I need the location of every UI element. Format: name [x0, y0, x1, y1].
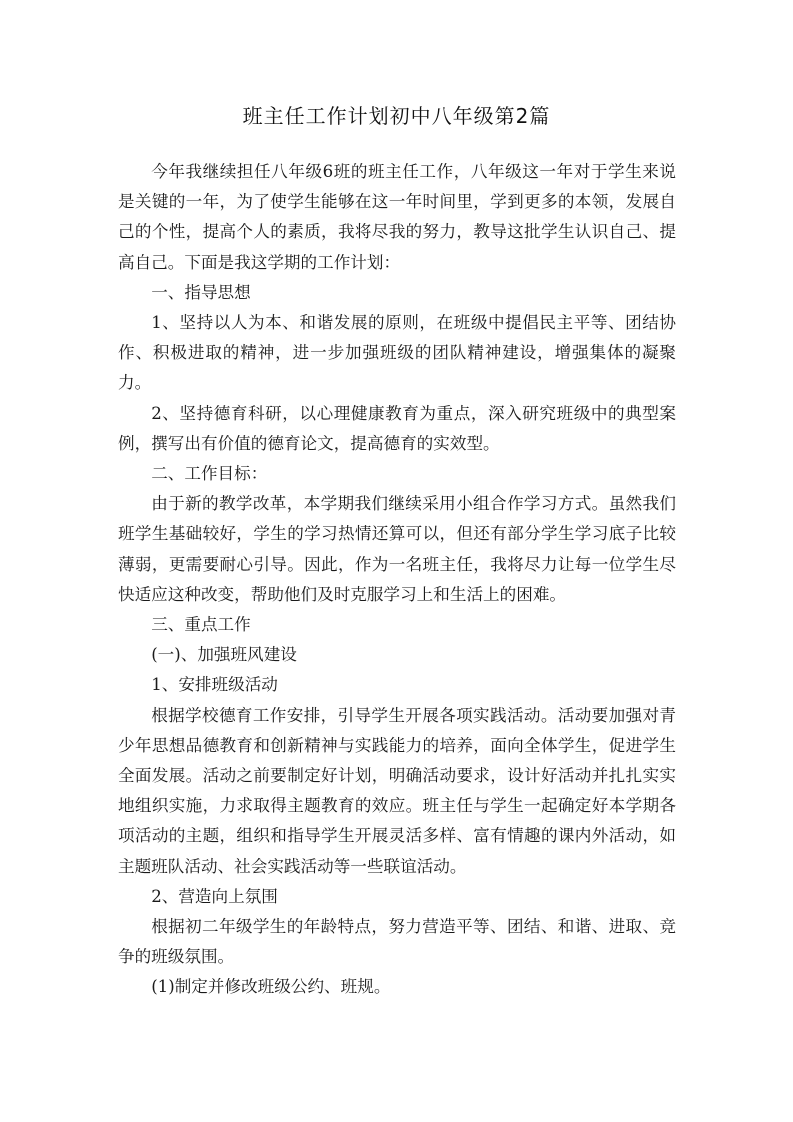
paragraph-class-rules: (1)制定并修改班级公约、班规。 [151, 977, 391, 997]
subsection-heading-class-culture: (一)、加强班风建设 [151, 645, 297, 665]
item-heading-class-activities: 1、安排班级活动 [151, 675, 278, 695]
document-body [118, 157, 676, 1003]
document-title: 班主任工作计划初中八年级第2篇 [242, 104, 551, 128]
paragraph-atmosphere: 根据初二年级学生的年龄特点，努力营造平等、团结、和谐、进取、竞争的班级氛围。 [118, 917, 676, 967]
paragraph-item-2: 2、坚持德育科研，以心理健康教育为重点，深入研究班级中的典型案例，撰写出有价值的德育论文，提高德育的实效型。 [118, 403, 676, 453]
paragraph-item-1: 1、坚持以人为本、和谐发展的原则，在班级中提倡民主平等、团结协作、积极进取的精神，进一步加强班级的团队精神建设，增强集体的凝聚力。 [118, 313, 676, 393]
section-heading-key-work: 三、重点工作 [151, 615, 251, 635]
item-heading-atmosphere: 2、营造向上氛围 [151, 886, 278, 906]
section-heading-work-goals: 二、工作目标： [151, 464, 268, 484]
section-heading-guiding-ideology: 一、指导思想 [151, 282, 251, 302]
paragraph-work-goals: 由于新的教学改革，本学期我们继续采用小组合作学习方式。虽然我们班学生基础较好，学生的学习热情还算可以，但还有部分学生学习底子比较薄弱，更需要耐心引导。因此，作为一名班主任，我将尽力让每一位学生尽快适应这种改变，帮助他们及时克服学习上和生活上的困难。 [118, 494, 676, 604]
intro-paragraph: 今年我继续担任八年级6班的班主任工作，八年级这一年对于学生来说是关键的一年，为了使学生能够在这一年时间里，学到更多的本领，发展自己的个性，提高个人的素质，我将尽我的努力，教导这批学生认识自己、提高自己。下面是我这学期的工作计划： [118, 162, 676, 272]
paragraph-class-activities: 根据学校德育工作安排，引导学生开展各项实践活动。活动要加强对青少年思想品德教育和创新精神与实践能力的培养，面向全体学生，促进学生全面发展。活动之前要制定好计划，明确活动要求，设计好活动并扎扎实实地组织实施，力求取得主题教育的效应。班主任与学生一起确定好本学期各项活动的主题，组织和指导学生开展灵活多样、富有情趣的课内外活动，如主题班队活动、社会实践活动等一些联谊活动。 [118, 705, 676, 876]
